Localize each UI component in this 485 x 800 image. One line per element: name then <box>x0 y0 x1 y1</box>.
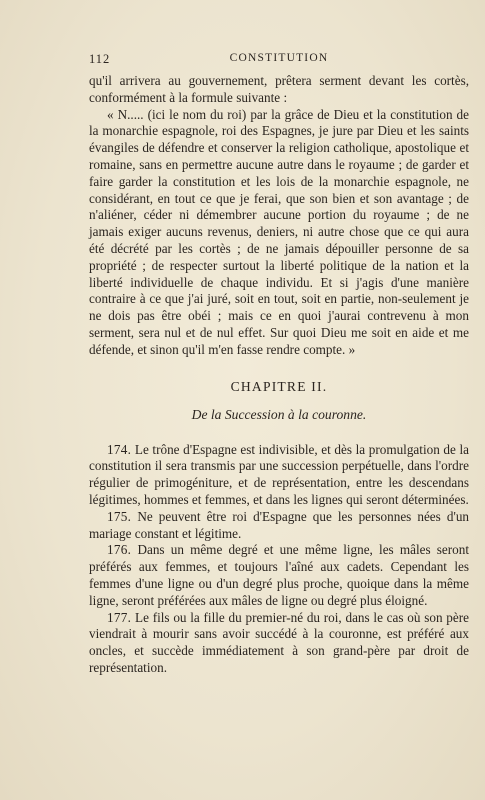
page-body <box>89 73 469 677</box>
intro-paragraph: qu'il arrivera au gouvernement, prêtera serment devant les cortès, conformément à la formule suivante : <box>89 73 469 105</box>
article-number: 175. <box>107 508 132 524</box>
article-175 <box>89 509 469 543</box>
running-title: CONSTITUTION <box>229 52 329 64</box>
article-number: 177. <box>107 609 132 625</box>
article-176 <box>89 542 469 609</box>
article-number: 174. <box>107 441 132 457</box>
article-177 <box>89 610 469 677</box>
chapter-heading: CHAPITRE II. <box>230 378 328 394</box>
article-text: Le fils ou la fille du premier-né du roi, dans le cas où son père viendrait à mourir sans avoir succédé à la couronne, est préféré aux oncles, et succède immédiatement à son grand-père par droit de représentation. <box>89 609 469 675</box>
page-header <box>89 52 469 68</box>
article-text: Le trône d'Espagne est indivisible, et dès la promulgation de la constitution il sera transmis par une succession perpétuelle, dans l'ordre régulier de primogéniture, et de représentation, entre les descendans légitimes, hommes et femmes, et dans les lignes qui seront déterminées. <box>89 441 469 507</box>
article-number: 176. <box>107 542 132 558</box>
page-number: 112 <box>89 52 111 66</box>
article-text: Dans un même degré et une même ligne, les mâles seront préférés aux femmes, et toujours l'aîné aux cadets. Cependant les femmes d'une ligne ou d'un degré plus proche, quoique dans la même ligne, seront préférées aux mâles de ligne ou degré plus éloigné. <box>89 542 469 608</box>
article-174 <box>89 442 469 509</box>
oath-paragraph: « N..... (ici le nom du roi) par la grâce de Dieu et la constitution de la monarchie espagnole, roi des Espagnes, je jure par Dieu et les saints évangiles de défendre et conserver la religion catholique, apostolique et romaine, sans en permettre aucune autre dans le royaume ; de garder et faire garder la constitution et les lois de la monarchie espagnole, ne considérant, en tout ce que je ferai, que son bien et son avantage ; de n'aliéner, céder ni démembrer aucune portion du royaume ; de ne jamais exiger aucuns revenus, deniers, ni autre chose que ce qui aura été décrété par les cortès ; de ne jamais dépouiller personne de sa propriété ; de respecter surtout la liberté politique de la nation et la liberté individuelle de chaque individu. Et si j'agis d'une manière contraire à ce que j'ai juré, soit en tout, soit en partie, non-seulement je ne dois pas être obéi ; mais ce en quoi j'aurai contrevenu à mon serment, sera nul et de nul effet. Sur quoi Dieu me soit en aide et me défende, et sinon qu'il m'en fasse rendre compte. » <box>89 106 469 357</box>
chapter-subtitle: De la Succession à la couronne. <box>191 406 367 422</box>
article-text: Ne peuvent être roi d'Espagne que les personnes nées d'un mariage constant et légitime. <box>89 508 470 541</box>
